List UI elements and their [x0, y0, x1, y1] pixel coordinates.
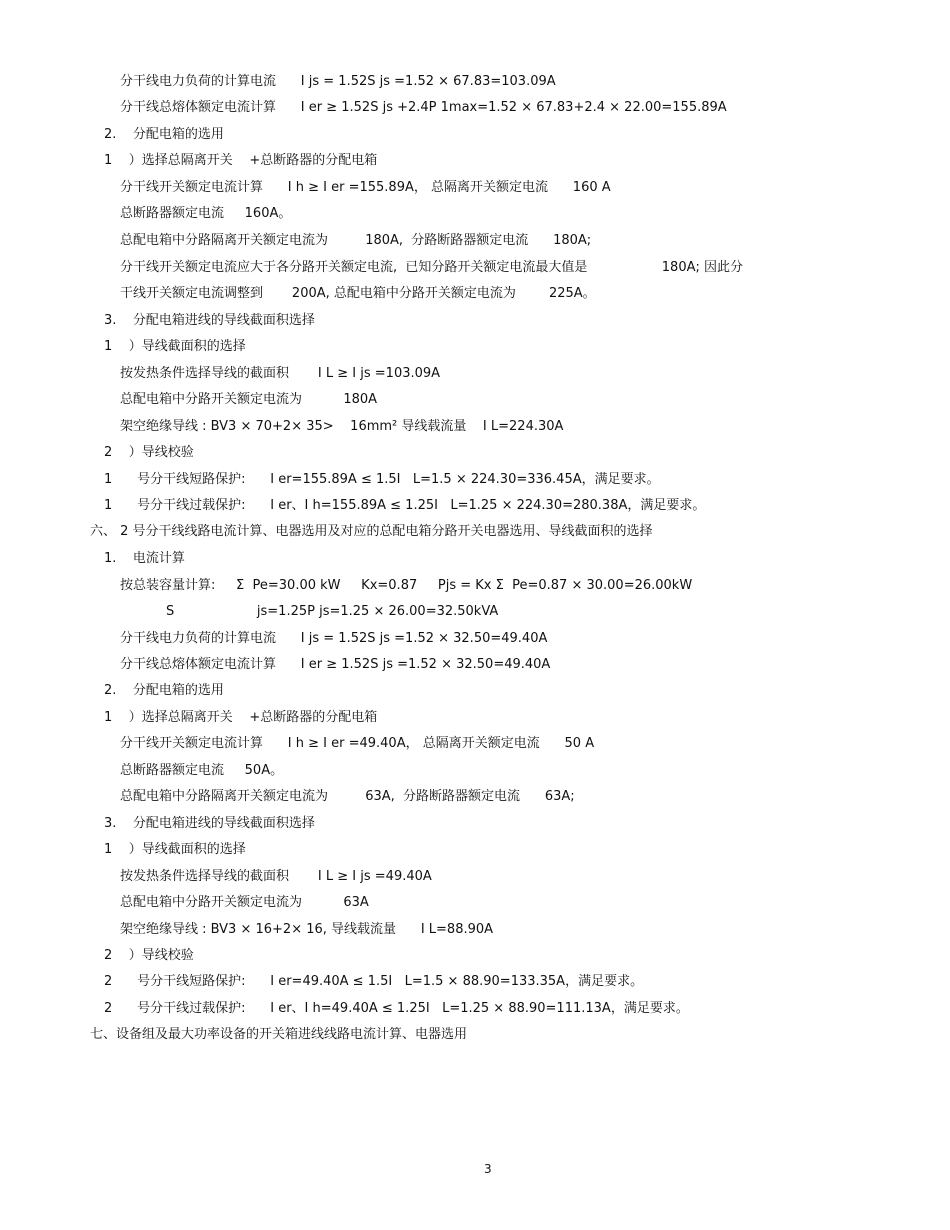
- text-line: 分干线总熔体额定电流计算 I er ≥ 1.52S js +2.4P 1max=1.52 × 67.83+2.4 × 22.00=155.89A: [120, 100, 727, 115]
- text-line: 1 号分干线过载保护: I er、I h=155.89A ≤ 1.25I L=1.25 × 224.30=280.38A，满足要求。: [104, 498, 706, 513]
- text-line: 按发热条件选择导线的截面积 I L ≥ I js =103.09A: [120, 366, 441, 381]
- text-line: S js=1.25P js=1.25 × 26.00=32.50kVA: [166, 604, 499, 619]
- text-line: 按总装容量计算: Σ Pe=30.00 kW Kx=0.87 Pjs = Kx Σ Pe=0.87 × 30.00=26.00kW: [120, 578, 693, 593]
- text-line: 架空绝缘导线 : BV3 × 70+2× 35> 16mm² 导线载流量 I L=224.30A: [120, 419, 564, 434]
- text-line: 干线开关额定电流调整到 200A, 总配电箱中分路开关额定电流为 225A。: [120, 286, 596, 301]
- text-line: 2 号分干线过载保护: I er、I h=49.40A ≤ 1.25I L=1.25 × 88.90=111.13A，满足要求。: [104, 1001, 689, 1016]
- text-line: 分干线总熔体额定电流计算 I er ≥ 1.52S js =1.52 × 32.50=49.40A: [120, 657, 551, 672]
- text-line: 总断路器额定电流 160A。: [120, 206, 292, 221]
- section-heading: 2. 分配电箱的选用: [104, 683, 224, 698]
- subsection-heading: 2 ）导线校验: [104, 948, 194, 963]
- text-line: 分干线开关额定电流计算 I h ≥ I er =49.40A， 总隔离开关额定电流 50 A: [120, 736, 595, 751]
- text-line: 总配电箱中分路隔离开关额定电流为 63A, 分路断路器额定电流 63A;: [120, 789, 575, 804]
- text-line: 按发热条件选择导线的截面积 I L ≥ I js =49.40A: [120, 869, 432, 884]
- text-line: 总配电箱中分路隔离开关额定电流为 180A, 分路断路器额定电流 180A;: [120, 233, 592, 248]
- subsection-heading: 2 ）导线校验: [104, 445, 194, 460]
- subsection-heading: 1 ）导线截面积的选择: [104, 842, 246, 857]
- text-line: 总断路器额定电流 50A。: [120, 763, 284, 778]
- text-line: 1 号分干线短路保护: I er=155.89A ≤ 1.5I L=1.5 × 224.30=336.45A，满足要求。: [104, 472, 660, 487]
- page-number: 3: [484, 1162, 492, 1176]
- text-line: 总配电箱中分路开关额定电流为 180A: [120, 392, 378, 407]
- text-line: 总配电箱中分路开关额定电流为 63A: [120, 895, 369, 910]
- subsection-heading: 1 ）选择总隔离开关 +总断路器的分配电箱: [104, 153, 378, 168]
- chapter-heading: 六、 2 号分干线线路电流计算、电器选用及对应的总配电箱分路开关电器选用、导线截面积的选择: [90, 524, 653, 539]
- text-line: 分干线电力负荷的计算电流 I js = 1.52S js =1.52 × 32.50=49.40A: [120, 631, 548, 646]
- subsection-heading: 1 ）选择总隔离开关 +总断路器的分配电箱: [104, 710, 378, 725]
- text-line: 架空绝缘导线 : BV3 × 16+2× 16, 导线载流量 I L=88.90A: [120, 922, 494, 937]
- section-heading: 3. 分配电箱进线的导线截面积选择: [104, 313, 315, 328]
- section-heading: 3. 分配电箱进线的导线截面积选择: [104, 816, 315, 831]
- subsection-heading: 1 ）导线截面积的选择: [104, 339, 246, 354]
- chapter-heading: 七、设备组及最大功率设备的开关箱进线线路电流计算、电器选用: [90, 1027, 468, 1042]
- text-line: 分干线开关额定电流应大于各分路开关额定电流, 已知分路开关额定电流最大值是 180A; 因此分: [120, 260, 743, 275]
- text-line: 分干线开关额定电流计算 I h ≥ I er =155.89A， 总隔离开关额定电流 160 A: [120, 180, 611, 195]
- section-heading: 1. 电流计算: [104, 551, 185, 566]
- text-line: 2 号分干线短路保护: I er=49.40A ≤ 1.5I L=1.5 × 88.90=133.35A，满足要求。: [104, 974, 644, 989]
- section-heading: 2. 分配电箱的选用: [104, 127, 224, 142]
- text-line: 分干线电力负荷的计算电流 I js = 1.52S js =1.52 × 67.83=103.09A: [120, 74, 556, 89]
